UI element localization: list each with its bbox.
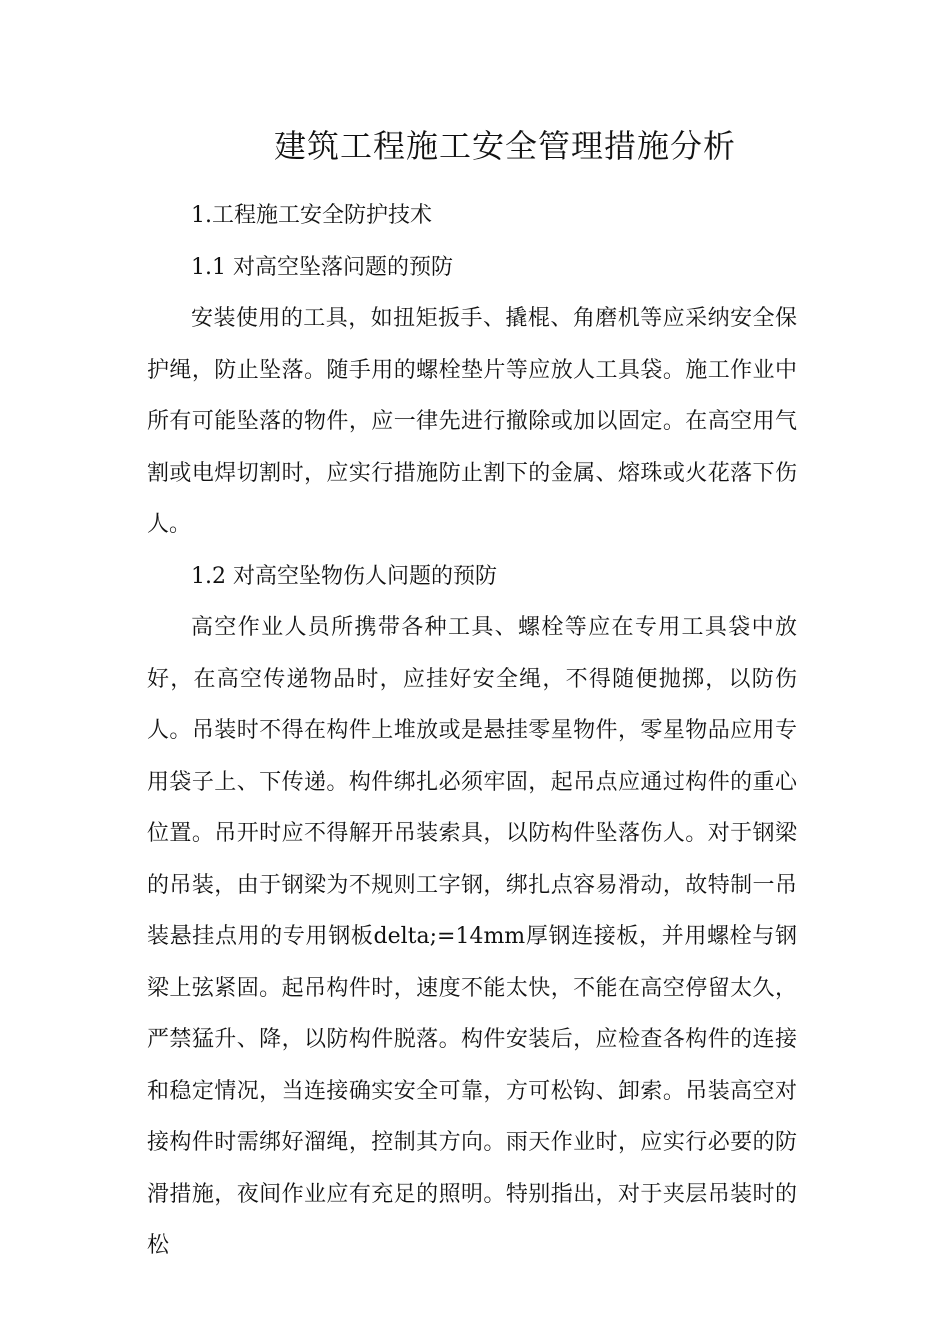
document-title: 建筑工程施工安全管理措施分析 — [273, 127, 736, 165]
body-paragraph: 高空作业人员所携带各种工具、螺栓等应在专用工具袋中放好，在高空传递物品时，应挂好安全绳，不得随便抛掷，以防伤人。吊装时不得在构件上堆放或是悬挂零星物件，零星物品应用专用袋子上、下传递。构件绑扎必须牢固，起吊点应通过构件的重心位置。吊开时应不得解开吊装索具，以防构件坠落伤人。对于钢梁的吊装，由于钢梁为不规则工字钢，绑扎点容易滑动，故特制一吊装悬挂点用的专用钢板delta;=14mm厚钢连接板，并用螺栓与钢梁上弦紧固。起吊构件时，速度不能太快，不能在高空停留太久，严禁猛升、降，以防构件脱落。构件安装后，应检查各构件的连接和稳定情况，当连接确实安全可靠，方可松钩、卸索。吊装高空对接构件时需绑好溜绳，控制其方向。雨天作业时，应实行必要的防滑措施，夜间作业应有充足的照明。特别指出，对于夹层吊装时的松 — [147, 615, 797, 1258]
subsection-heading: 1.2 对高空坠物伤人问题的预防 — [191, 563, 497, 589]
document-body — [147, 190, 797, 1272]
body-paragraph: 安装使用的工具，如扭矩扳手、撬棍、角磨机等应采纳安全保护绳，防止坠落。随手用的螺栓垫片等应放人工具袋。施工作业中所有可能坠落的物件，应一律先进行撤除或加以固定。在高空用气割或电焊切割时，应实行措施防止割下的金属、熔珠或火花落下伤人。 — [147, 306, 797, 537]
section-heading: 1.工程施工安全防护技术 — [191, 203, 432, 228]
subsection-heading: 1.1 对高空坠落问题的预防 — [191, 254, 453, 280]
